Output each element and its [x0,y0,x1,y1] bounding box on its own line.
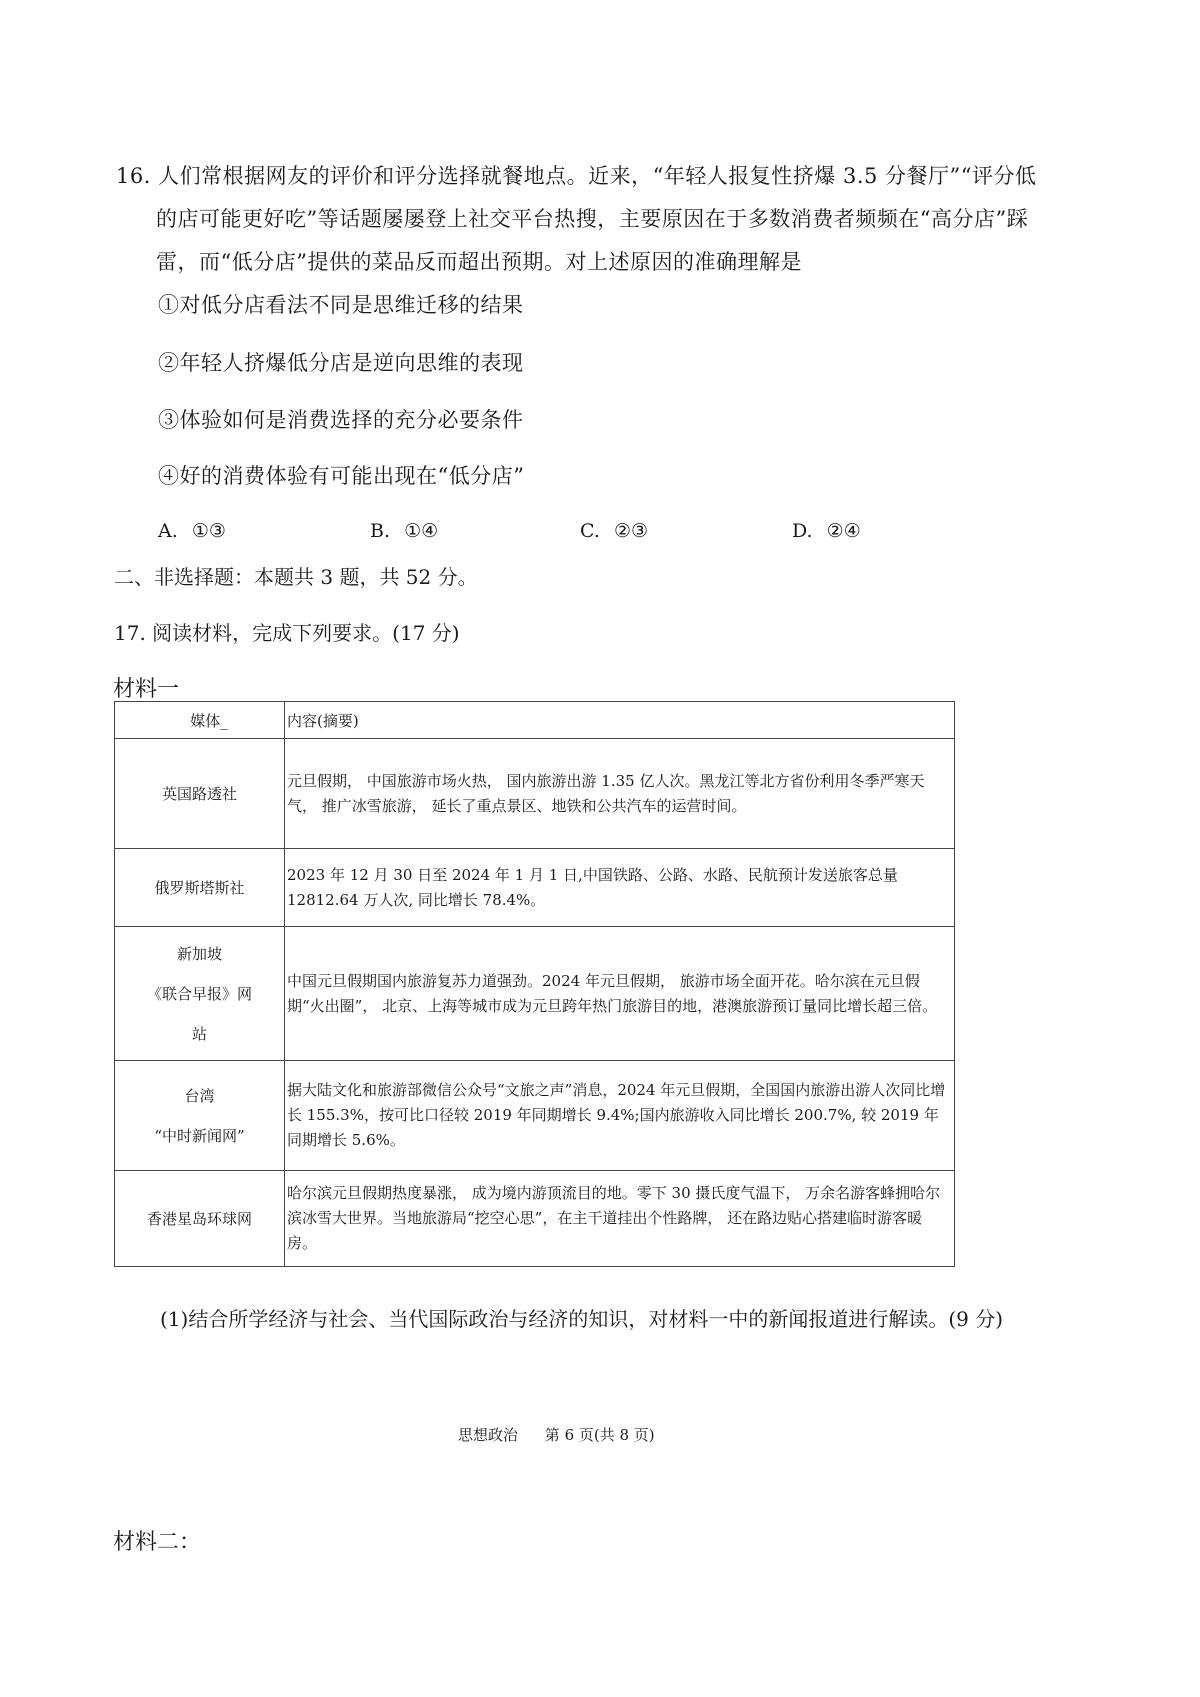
question-16-line-3: 雷，而“低分店”提供的菜品反而超出预期。对上述原因的准确理解是 [156,250,802,274]
content-cell: 元旦假期， 中国旅游市场火热， 国内旅游出游 1.35 亿人次。黑龙江等北方省份利用冬季严寒天气， 推广冰雪旅游， 延长了重点景区、地铁和公共汽车的运营时间。 [285,739,955,849]
media-name: 俄罗斯塔斯社 [154,878,245,897]
table-row [115,1171,955,1267]
media-name-line-2: 《联合早报》网 [146,984,252,1003]
question-16-line-2: 的店可能更好吃”等话题屡屡登上社交平台热搜，主要原因在于多数消费者频频在“高分店”踩 [156,207,1029,231]
material-2-label: 材料二： [113,1530,202,1555]
table-header-row [115,702,955,739]
question-17-prompt: 17. 阅读材料，完成下列要求。(17 分) [114,621,460,645]
choice-c-value: ②③ [613,520,649,542]
choice-d-letter: D. [792,520,813,542]
media-cell [115,739,285,849]
media-cell [115,849,285,927]
media-cell [115,1061,285,1171]
media-cell [115,927,285,1061]
question-16-line-1: 16. 人们常根据网友的评价和评分选择就餐地点。近来，“年轻人报复性挤爆 3.5 分餐厅”“评分低 [116,164,1037,188]
material-1-label: 材料一 [113,677,180,702]
media-name: 英国路透社 [161,784,237,803]
choice-b-letter: B. [370,520,391,542]
table-row [115,1061,955,1171]
content-cell: 哈尔滨元旦假期热度暴涨， 成为境内游顶流目的地。零下 30 摄氏度气温下， 万余名游客蜂拥哈尔滨冰雪大世界。当地旅游局“挖空心思”，在主干道挂出个性路牌， 还在路边贴心搭建临时游客暖房。 [285,1171,955,1267]
table-row [115,927,955,1061]
media-name: 香港星岛环球网 [146,1209,252,1228]
table-row [115,849,955,927]
statement-3: ③体验如何是消费选择的充分必要条件 [158,408,524,432]
statement-4: ④好的消费体验有可能出现在“低分店” [158,464,525,488]
choice-d-value: ②④ [826,520,861,542]
table-row [115,739,955,849]
content-cell: 2023 年 12 月 30 日至 2024 年 1 月 1 日,中国铁路、公路、水路、民航预计发送旅客总量 12812.64 万人次, 同比增长 78.4%。 [285,849,955,927]
choice-a [158,520,226,542]
subquestion-1: (1)结合所学经济与社会、当代国际政治与经济的知识，对材料一中的新闻报道进行解读。(9 分) [160,1307,1004,1331]
footer-subject: 思想政治 [458,1426,519,1444]
content-cell: 据大陆文化和旅游部微信公众号“文旅之声”消息，2024 年元旦假期，全国国内旅游出游人次同比增长 155.3%，按可比口径较 2019 年同期增长 9.4%;国内旅游收入同比增长 200.7%, 较 2019 年同期增长 5.6%。 [285,1061,955,1171]
section-2-heading: 二、非选择题：本题共 3 题，共 52 分。 [114,565,478,589]
media-name-line-3: 站 [191,1024,207,1043]
media-name-line-1: 新加坡 [176,944,222,963]
table-header-media: 媒体_ [115,702,285,739]
choice-c [580,520,648,542]
choice-b [370,520,438,542]
media-name-line-2: “中时新闻网” [154,1126,245,1145]
choice-a-letter: A. [158,520,178,542]
media-name-line-1: 台湾 [184,1086,215,1105]
page-footer [458,1424,655,1445]
content-cell: 中国元旦假期国内旅游复苏力道强劲。2024 年元旦假期， 旅游市场全面开花。哈尔滨在元旦假期“火出圈”， 北京、上海等城市成为元旦跨年热门旅游目的地，港澳旅游预订量同比增长超三倍。 [285,927,955,1061]
choice-a-value: ①③ [191,520,226,542]
choice-c-letter: C. [580,520,600,542]
choice-b-value: ①④ [404,520,439,542]
statement-1: ①对低分店看法不同是思维迁移的结果 [158,293,524,317]
media-table [114,701,955,1267]
footer-page-number: 第 6 页(共 8 页) [544,1426,655,1444]
table-header-content: 内容(摘要) [285,702,955,739]
choice-d [792,520,861,542]
statement-2: ②年轻人挤爆低分店是逆向思维的表现 [158,351,524,375]
media-cell [115,1171,285,1267]
